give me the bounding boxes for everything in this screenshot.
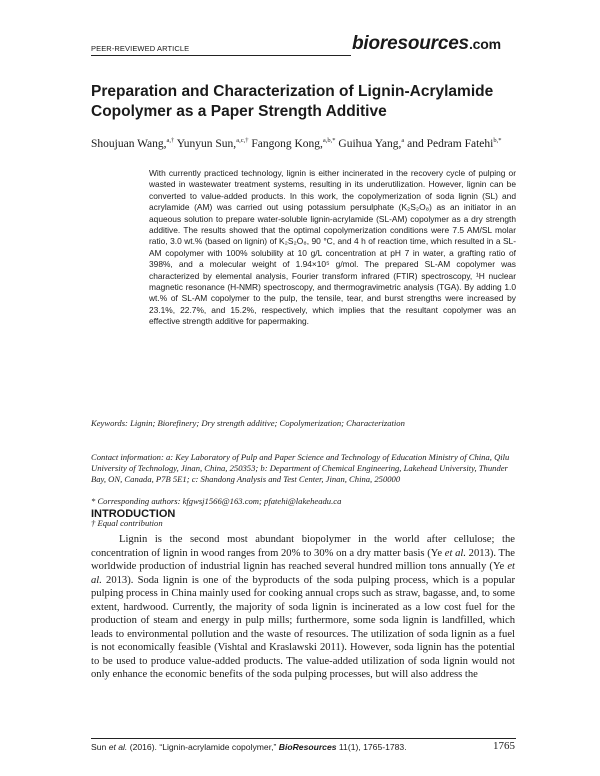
brand-main: bioresources bbox=[352, 33, 469, 54]
intro-etal: et al. bbox=[444, 547, 466, 559]
author-affiliation: a,b,* bbox=[322, 137, 336, 144]
keywords: Keywords: Lignin; Biorefinery; Dry strength additive; Copolymerization; Characterization bbox=[91, 418, 405, 428]
corresponding-authors: * Corresponding authors: kfgwsj1566@163.com; pfatehi@lakeheadu.ca bbox=[91, 496, 342, 506]
citation-text: Sun bbox=[91, 742, 109, 752]
intro-text: 2013). The worldwide production of industrial lignin has reached several hundred million tons annually (Ye bbox=[91, 547, 515, 572]
section-heading: INTRODUCTION bbox=[91, 508, 176, 520]
author-affiliation: b,* bbox=[493, 137, 502, 144]
citation-text: (2016). “Lignin-acrylamide copolymer,” bbox=[127, 742, 279, 752]
author-affiliation: a bbox=[401, 137, 405, 144]
journal-brand bbox=[352, 33, 501, 55]
footer-citation bbox=[91, 742, 407, 752]
contact-block bbox=[91, 441, 521, 540]
equal-contribution-note: † Equal contribution bbox=[91, 518, 163, 528]
header-rule bbox=[91, 55, 351, 56]
author-affiliation: a,† bbox=[166, 137, 175, 144]
article-title: Preparation and Characterization of Lignin-Acrylamide Copolymer as a Paper Strength Additive bbox=[91, 83, 494, 120]
intro-paragraph bbox=[91, 533, 515, 682]
author-name: Shoujuan Wang, bbox=[91, 137, 167, 150]
intro-text: Lignin is the second most abundant biopolymer in the world after cellulose; the concentration of lignin in wood ranges from 20% to 30% on a dry matter basis (Ye bbox=[91, 534, 515, 559]
page-number: 1765 bbox=[493, 740, 515, 752]
author-name: Yunyun Sun, bbox=[176, 137, 237, 150]
header-label: PEER-REVIEWED ARTICLE bbox=[91, 44, 190, 53]
abstract: With currently practiced technology, lignin is either incinerated in the recovery cycle of pulping or wasted in wastewater treatment systems, resulting in its underutilization. However, lignin can be converted to value-added products. In this work, the copolymerization of soda lignin (SL) and acrylamide (AM) was carried out using potassium persulphate (K₂S₂O₈) as an initiator in an aqueous solution to prepare water-soluble lignin-acrylamide (SL-AM) copolymer as a dry strength additive. The results showed that the optimal copolymerization conditions were 7.5 AM/SL molar ratio, 3.0 wt.% (based on lignin) of K₂S₂O₈, 90 °C, and 4 h of reaction time, which resulted in a SL-AM copolymer with 100% solubility at 10 g/L concentration at pH 7 in water, a grafting ratio of 398%, and a molecular weight of 1.94×10⁵ g/mol. The prepared SL-AM copolymer was characterized by elemental analysis, Fourier transform infrared (FTIR) spectroscopy, ¹H nuclear magnetic resonance (H-NMR) spectroscopy, and thermogravimetric analysis (TGA). By adding 1.0 wt.% of SL-AM copolymer to the pulp, the tensile, tear, and burst strengths were increased by 23.1%, 22.7%, and 15.2%, respectively, which implies that the resultant copolymer was an effective strength additive for papermaking. bbox=[149, 168, 516, 327]
intro-etal: et al. bbox=[91, 561, 515, 586]
brand-suffix: .com bbox=[468, 36, 501, 52]
intro-text: 2013). Soda lignin is one of the byproducts of the soda pulping process, which is a popular pulping process in China mainly used for cooking annual crops such as straw, bagasse, and, to some extent, hardwood. Currently, the majority of soda lignin is incinerated as a low cost fuel for the production of steam and energy in pulp mills; furthermore, some soda lignin is landfilled, which leads to environmental pollution and the waste of resources. The utilization of soda lignin as a fuel is not economically feasible (Vishtal and Kraslawski 2011). However, soda lignin has the potential to be used to produce value-added products. The value-added utilization of soda lignin would not only enhance the economic benefits of the soda pulping processes, but will also address the bbox=[91, 574, 515, 680]
citation-journal: BioResources bbox=[278, 742, 337, 752]
author-name: Fangong Kong, bbox=[251, 137, 323, 150]
author-name: Guihua Yang, bbox=[338, 137, 402, 150]
author-list bbox=[91, 133, 531, 152]
footer-rule bbox=[91, 738, 516, 739]
author-affiliation: a,c,† bbox=[236, 137, 249, 144]
citation-text: 11(1), 1765-1783. bbox=[336, 742, 407, 752]
contact-info: Contact information: a: Key Laboratory of Pulp and Paper Science and Technology of Education Ministry of China, Qilu University of Technology, Jinan, China, 250353; b: Department of Chemical Engineering, Lakehead University, Thunder Bay, ON, Canada, P7B 5E1; c: Shandong Analysis and Test Center, Jinan, China, 250000 bbox=[91, 452, 510, 484]
citation-etal: et al. bbox=[108, 742, 128, 752]
author-name: and Pedram Fatehi bbox=[407, 137, 494, 150]
